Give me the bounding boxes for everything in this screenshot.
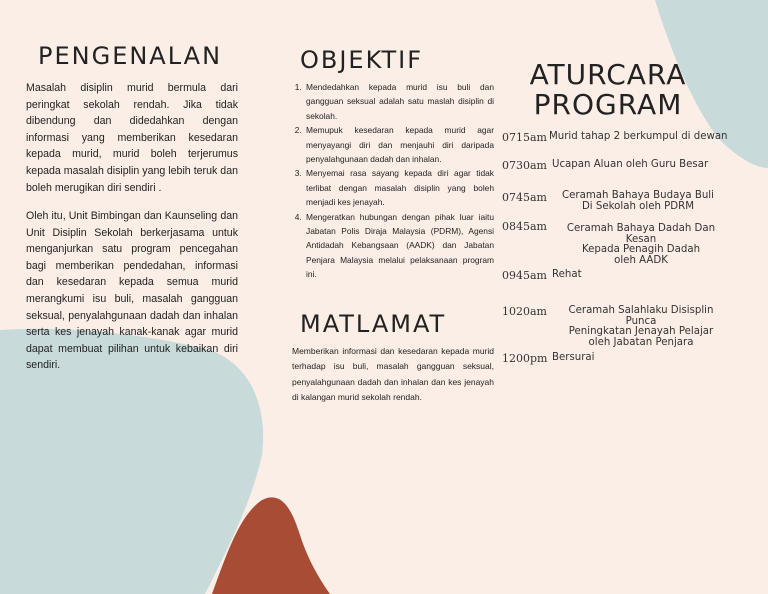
objektif-item: 2. Memupuk kesedaran kepada murid agar menyayangi diri dan menjauhi diri daripada penyalahgunaan dadah dan inhalan. (304, 123, 494, 166)
pengenalan-heading: PENGENALAN (38, 42, 223, 70)
matlamat-heading: MATLAMAT (300, 310, 447, 338)
schedule-time: 0745am (502, 191, 547, 204)
schedule-event-line: Peningkatan Jenayah Pelajar (568, 326, 714, 337)
schedule-event: Murid tahap 2 berkumpul di dewan (549, 131, 728, 142)
objektif-list (292, 80, 494, 282)
objektif-heading: OBJEKTIF (300, 46, 424, 74)
schedule-event: Ucapan Aluan oleh Guru Besar (552, 159, 709, 170)
schedule-time: 0845am (502, 220, 547, 233)
pengenalan-paragraph-1: Masalah disiplin murid bermula dari peringkat sekolah rendah. Jika tidak dibendung dan didedahkan dengan informasi yang memberikan kesedaran kepada murid, murid boleh terjerumus kepada masalah disiplin yang lebih teruk dan boleh merugikan diri sendiri . (26, 82, 238, 194)
aturcara-heading (508, 60, 708, 120)
schedule-time: 0945am (502, 269, 547, 282)
matlamat-paragraph: Memberikan informasi dan kesedaran kepada murid terhadap isu buli, masalah gangguan seksual, penyalahgunaan dadah dan inhalan dan kes jenayah di kalangan murid sekolah rendah. (292, 346, 494, 403)
objektif-item: 4. Mengeratkan hubungan dengan pihak luar iaitu Jabatan Polis Diraja Malaysia (PDRM), Agensi Antidadah Kebangsaan (AADK) dan Jabatan Penjara Malaysia melalui pelaksanaan program ini. (304, 210, 494, 282)
schedule-event: Rehat (552, 269, 582, 280)
schedule-event-line: Kepada Penagih Dadah (581, 244, 701, 255)
schedule-time: 0715am (502, 131, 547, 144)
schedule-event (552, 224, 730, 266)
objektif-item: 3. Menyemai rasa sayang kepada diri agar tidak terlibat dengan masalah disiplin yang boleh menjadi kes jenayah. (304, 166, 494, 209)
schedule-event (552, 306, 730, 348)
schedule-event: Bersurai (552, 352, 595, 363)
schedule-event-line: oleh Jabatan Penjara (588, 336, 694, 348)
schedule-event (552, 191, 724, 212)
schedule-time: 1200pm (502, 352, 548, 365)
schedule-time: 1020am (502, 305, 547, 318)
aturcara-title-line2: PROGRAM (533, 88, 683, 121)
objektif-item: 1. Mendedahkan kepada murid isu buli dan gangguan seksual adalah satu maslah disiplin di sekolah. (304, 80, 494, 123)
aturcara-title-line1: ATURCARA (529, 58, 687, 91)
schedule-time: 0730am (502, 159, 547, 172)
schedule-event-line: Ceramah Salahlaku Disisplin Punca (568, 305, 714, 327)
schedule-event-line: Di Sekolah oleh PDRM (581, 200, 695, 212)
schedule-event-line: oleh AADK (614, 254, 668, 266)
schedule-event-line: Ceramah Bahaya Dadah Dan Kesan (566, 223, 716, 245)
schedule-event-line: Ceramah Bahaya Budaya Buli (562, 190, 714, 201)
pengenalan-paragraph-2: Oleh itu, Unit Bimbingan dan Kaunseling dan Unit Disiplin Sekolah berkerjasama untuk menganjurkan satu program pencegahan bagi memberikan pendedahan, informasi dan kesedaran kepada semua murid merangkumi isu buli, masalah gangguan seksual, penyalahgunaan dadah dan inhalan serta kes jenayah kanak-kanak agar murid dapat membuat pilihan untuk kebaikan diri sendiri. (26, 210, 238, 372)
